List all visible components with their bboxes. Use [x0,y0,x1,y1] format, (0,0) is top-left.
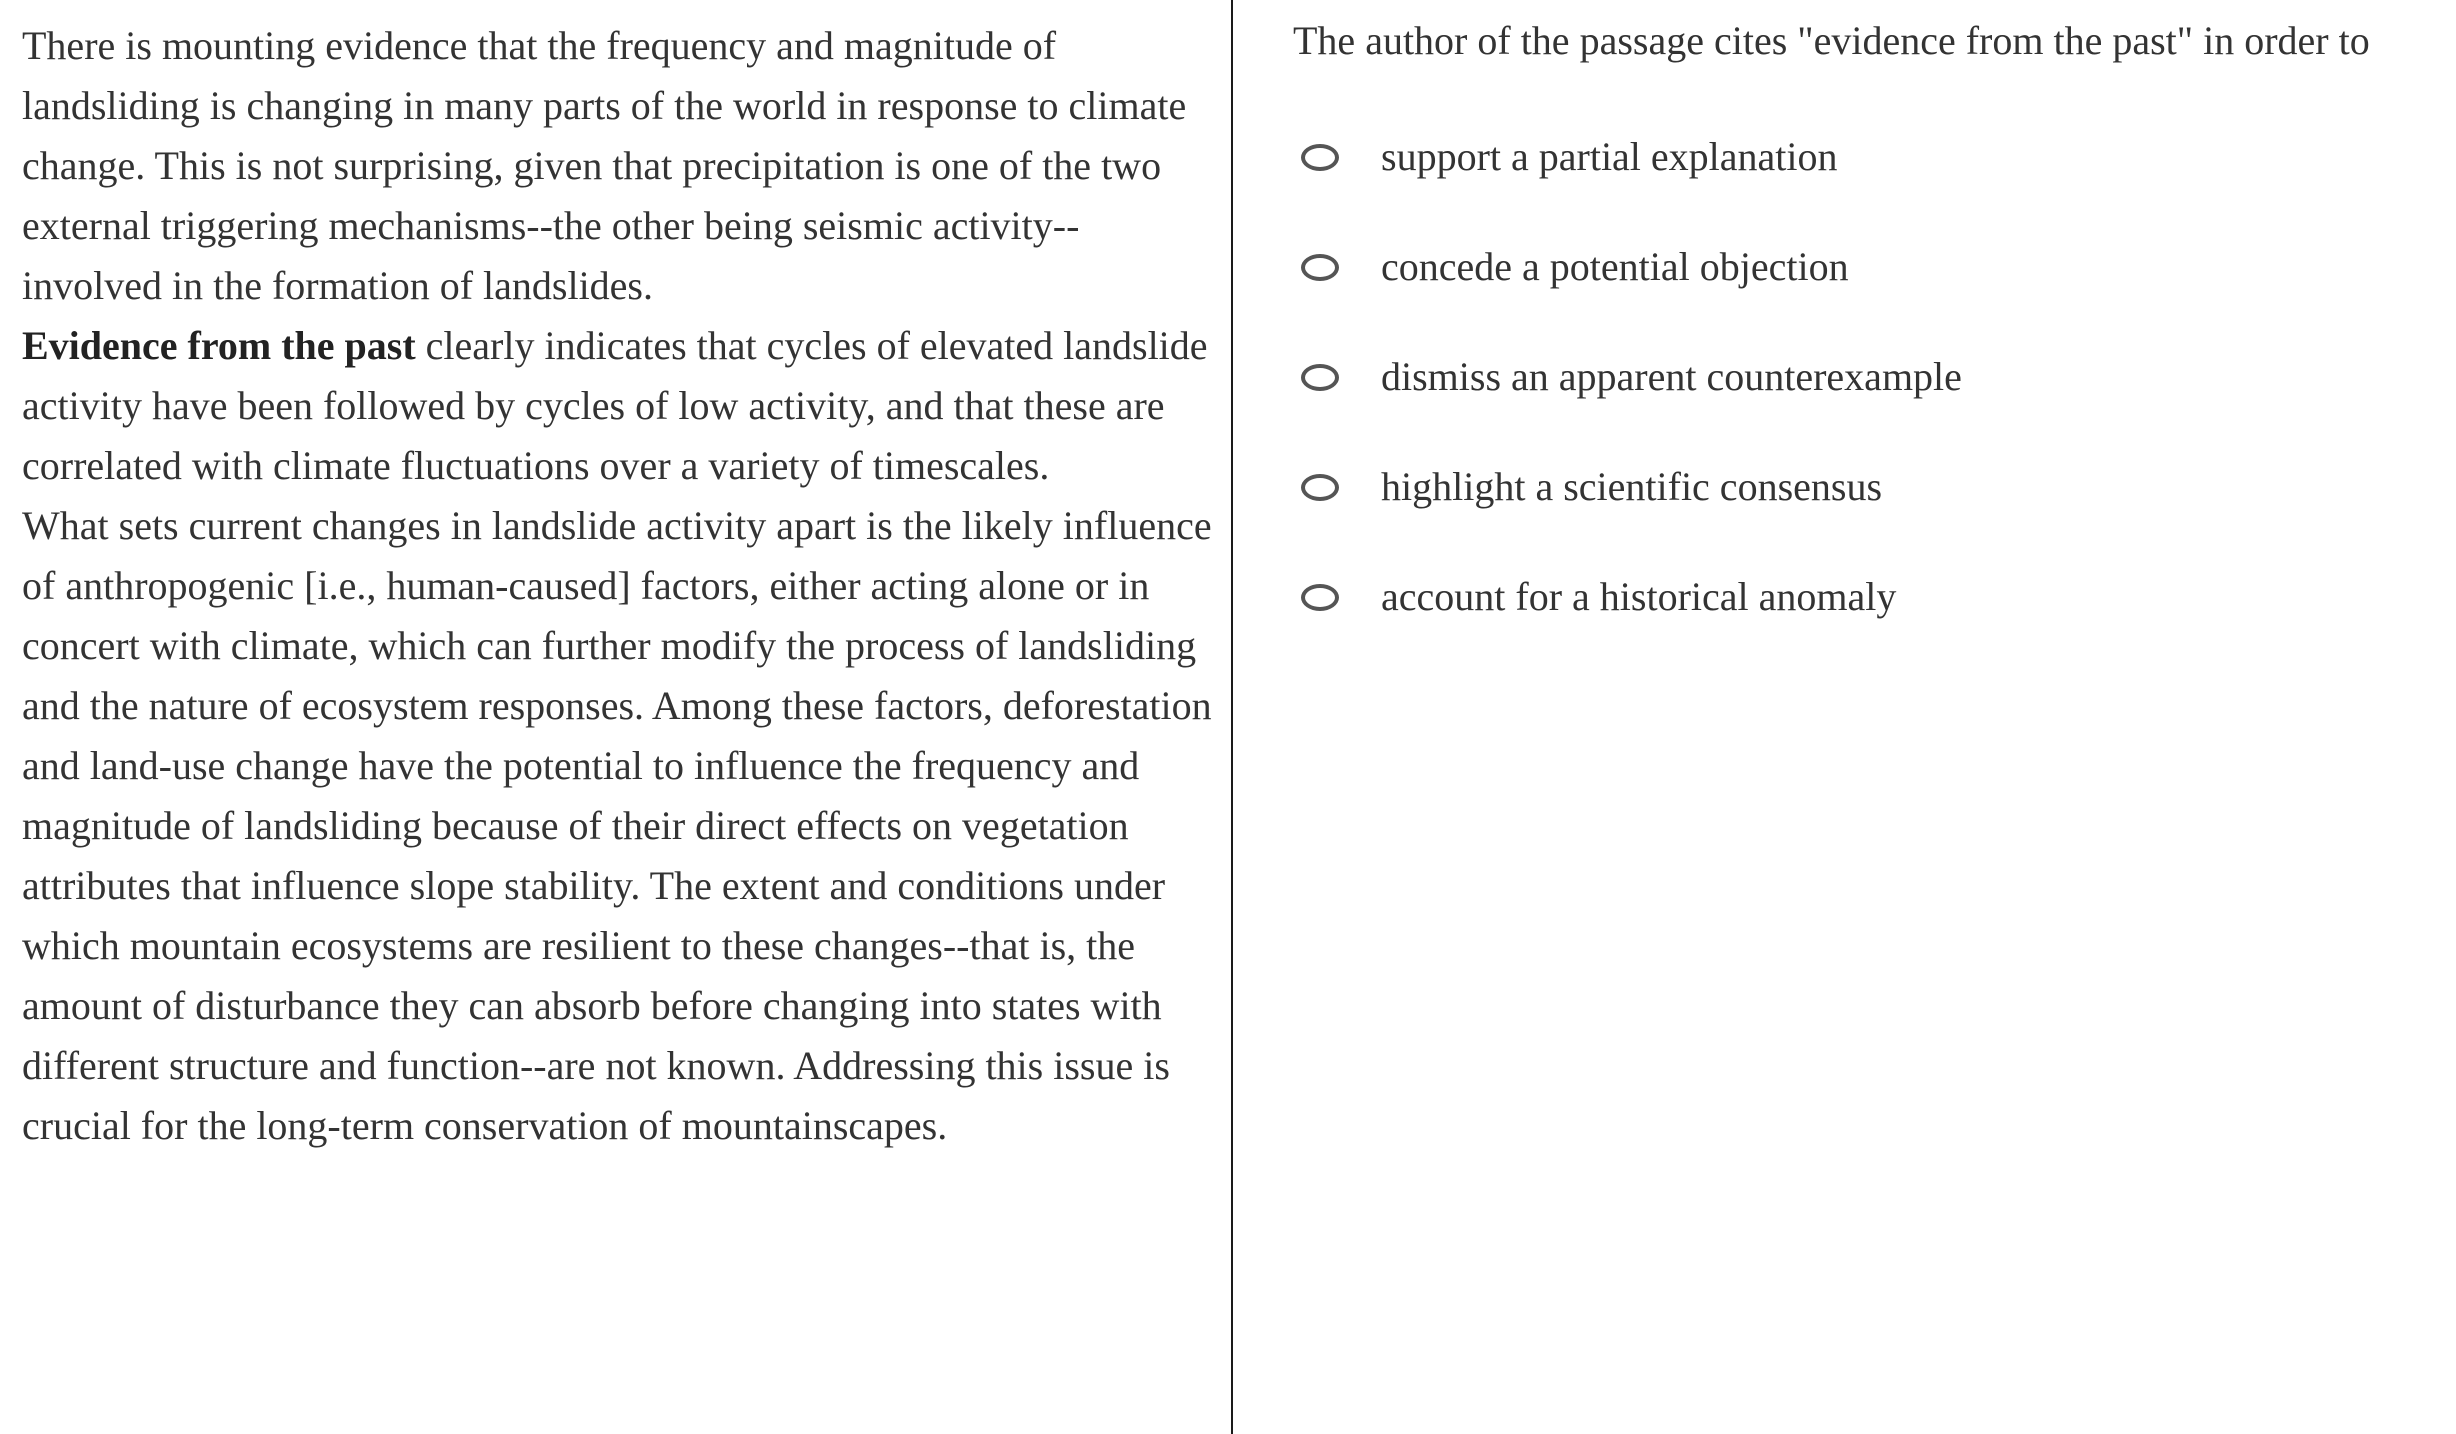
radio-button-icon[interactable] [1301,584,1339,611]
question-pane [1233,0,2456,1434]
answer-option-label[interactable]: support a partial explanation [1381,134,1838,179]
radio-button-icon[interactable] [1301,474,1339,501]
passage-paragraph-3: What sets current changes in landslide activity apart is the likely influence of anthropogenic [i.e., human-caused] factors, either acting alone or in concert with climate, which can further modify the process of landsliding and the nature of ecosystem responses. Among these factors, deforestation and land-use change have the potential to influence the frequency and magnitude of landsliding because of their direct effects on vegetation attributes that influence slope stability. The extent and conditions under which mountain ecosystems are resilient to these changes--that is, the amount of disturbance they can absorb before changing into states with different structure and function--are not known. Addressing this issue is crucial for the long-term conservation of mountainscapes. [22,503,1212,1148]
answer-option-label[interactable]: dismiss an apparent counterexample [1381,354,1962,399]
passage-paragraph-2 [22,316,1212,496]
answer-options [1293,102,2456,652]
passage-paragraph-2-rest: clearly indicates that cycles of elevated landslide activity have been followed by cycles of low activity, and that these are correlated with climate fluctuations over a variety of timescales. [22,323,1208,488]
radio-button-icon[interactable] [1301,144,1339,171]
answer-option-a[interactable] [1293,102,2456,212]
radio-button-icon[interactable] [1301,254,1339,281]
answer-option-e[interactable] [1293,542,2456,652]
answer-option-label[interactable]: highlight a scientific consensus [1381,464,1883,509]
question-prompt: The author of the passage cites "evidence from the past" in order to [1293,18,2370,63]
answer-option-label[interactable]: account for a historical anomaly [1381,574,1897,619]
answer-option-label[interactable]: concede a potential objection [1381,244,1849,289]
passage-text [22,16,1212,1156]
passage-paragraph-1: There is mounting evidence that the frequency and magnitude of landsliding is changing in many parts of the world in response to climate change. This is not surprising, given that precipitation is one of the two external triggering mechanisms--the other being seismic activity--involved in the formation of landslides. [22,23,1187,308]
radio-button-icon[interactable] [1301,364,1339,391]
answer-option-b[interactable] [1293,212,2456,322]
passage-highlighted-phrase: Evidence from the past [22,323,416,368]
answer-option-c[interactable] [1293,322,2456,432]
answer-option-d[interactable] [1293,432,2456,542]
